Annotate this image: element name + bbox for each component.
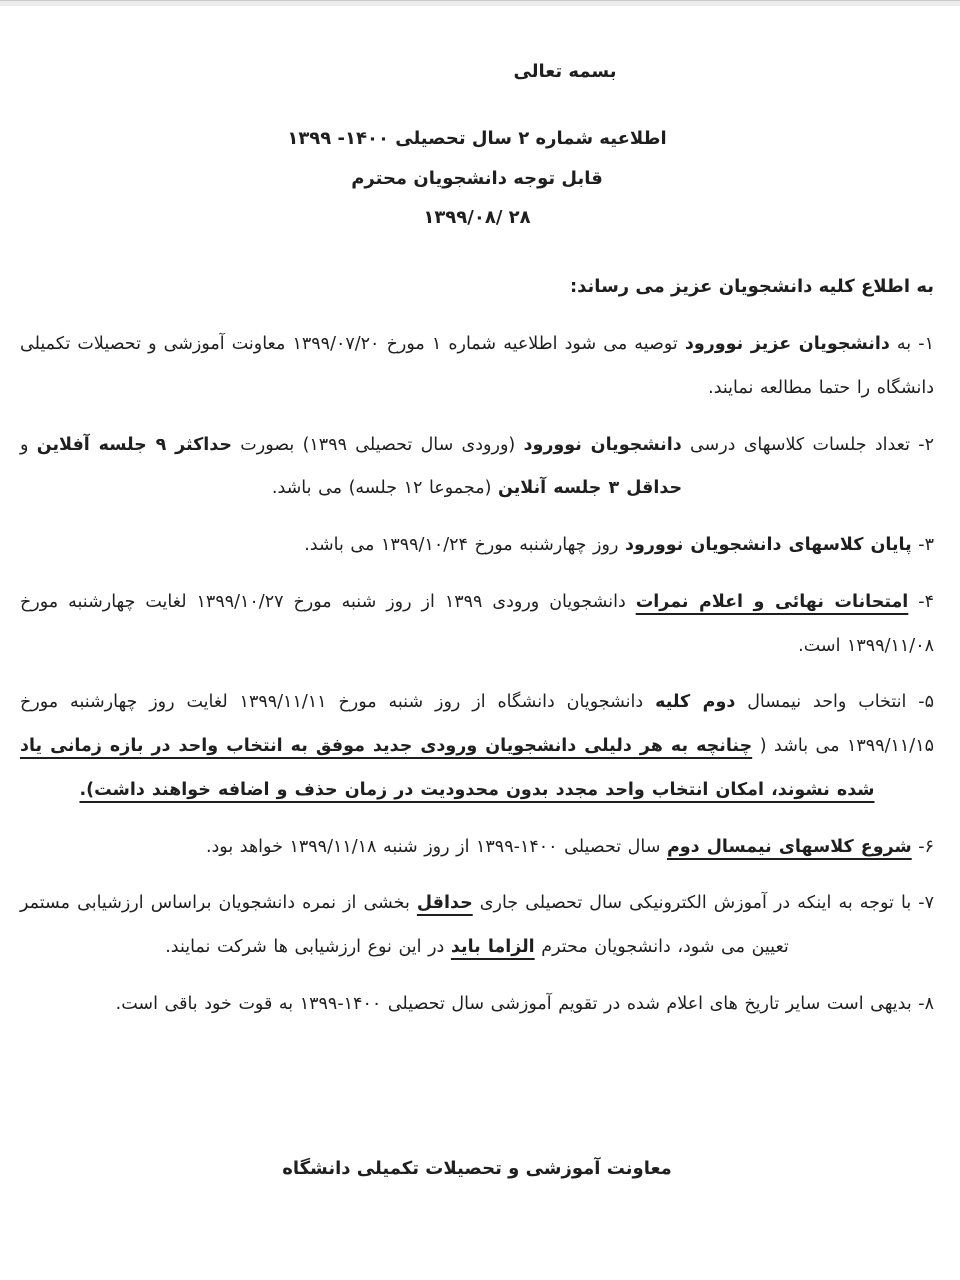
text-segment: دوم کلیه: [655, 692, 736, 713]
intro-line: به اطلاع کلیه دانشجویان عزیز می رساند:: [569, 275, 934, 297]
announcement-item: [20, 424, 934, 512]
text-segment: دانشجویان ورودی ۱۳۹۹ از روز شنبه مورخ ۱۳۹۹/۱۰/۲۷ لغایت چهارشنبه مورخ ۱۳۹۹/۱۱/۰۸ است.: [20, 591, 934, 656]
text-segment: ۴-: [908, 591, 935, 612]
announcement-item: [20, 581, 934, 669]
text-segment: ۵- انتخاب واحد نیمسال: [735, 692, 934, 713]
text-segment: ۳-: [911, 535, 934, 556]
text-segment: ۱- به: [889, 334, 934, 355]
text-segment: دانشجویان نوورود: [523, 434, 682, 455]
text-segment: الزاما باید: [450, 937, 535, 958]
text-segment: چنانچه به هر دلیلی دانشجویان ورودی جدید موفق به انتخاب واحد در بازه زمانی یاد شده نشوند، امکان انتخاب واحد مجدد بدون محدودیت در زمان حذف و اضافه خواهند داشت).: [20, 736, 875, 800]
announcement-item: [20, 681, 934, 812]
signature-line: معاونت آموزشی و تحصیلات تکمیلی دانشگاه: [282, 1157, 672, 1179]
text-segment: (ورودی سال تحصیلی ۱۳۹۹) بصورت: [232, 434, 524, 455]
text-segment: روز چهارشنبه مورخ ۱۳۹۹/۱۰/۲۴ می باشد.: [304, 535, 625, 556]
title-block: [20, 119, 934, 238]
announcement-item: [20, 323, 934, 411]
text-segment: حداکثر ۹ جلسه آفلاین: [36, 434, 233, 455]
announcement-title: اطلاعیه شماره ۲ سال تحصیلی ۱۴۰۰- ۱۳۹۹: [287, 128, 667, 149]
text-segment: پایان کلاسهای دانشجویان نوورود: [624, 535, 912, 556]
text-segment: شروع کلاسهای نیمسال دوم: [666, 836, 912, 857]
text-segment: و: [20, 434, 37, 455]
announcement-item: [20, 882, 934, 970]
announcement-document: [0, 6, 960, 1183]
text-segment: حداقل: [416, 893, 473, 914]
announcement-item: [20, 524, 934, 568]
announcement-date: ۲۸ /۱۳۹۹/۰۸: [423, 207, 531, 229]
text-segment: حداقل ۳ جلسه آنلاین: [497, 478, 683, 499]
items-list: [20, 323, 934, 1027]
text-segment: (مجموعا ۱۲ جلسه) می باشد.: [271, 478, 498, 499]
basmala-heading: بسمه تعالی: [513, 61, 617, 82]
text-segment: ۷- با توجه به اینکه در آموزش الکترونیکی سال تحصیلی جاری: [472, 893, 934, 914]
text-segment: امتحانات نهائی و اعلام نمرات: [635, 591, 909, 612]
text-segment: ۶-: [911, 836, 934, 857]
announcement-item: [20, 983, 934, 1027]
text-segment: سال تحصیلی ۱۴۰۰-۱۳۹۹ از روز شنبه ۱۳۹۹/۱۱/۱۸ خواهد بود.: [205, 836, 667, 857]
text-segment: در این نوع ارزشیابی ها شرکت نمایند.: [165, 937, 451, 958]
text-segment: ۸- بدیهی است سایر تاریخ های اعلام شده در تقویم آموزشی سال تحصیلی ۱۴۰۰-۱۳۹۹ به قوت خود باقی است.: [115, 993, 934, 1014]
announcement-item: [20, 826, 934, 870]
text-segment: توصیه می شود اطلاعیه شماره ۱ مورخ ۱۳۹۹/۰۷/۲۰ معاونت آموزشی و تحصیلات تکمیلی دانشگاه را حتما مطالعه نمایند.: [20, 334, 934, 398]
text-segment: بخشی از نمره دانشجویان براساس ارزشیابی مستمر تعیین می شود، دانشجویان محترم: [20, 893, 789, 958]
text-segment: دانشجویان عزیز نوورود: [684, 334, 890, 355]
text-segment: ۲- تعداد جلسات کلاسهای درسی: [681, 434, 934, 455]
announcement-subtitle: قابل توجه دانشجویان محترم: [351, 167, 603, 189]
text-segment: دانشجویان دانشگاه از روز شنبه مورخ ۱۳۹۹/۱۱/۱۱ لغایت روز چهارشنبه مورخ ۱۳۹۹/۱۱/۱۵ می باشد (: [20, 692, 934, 757]
